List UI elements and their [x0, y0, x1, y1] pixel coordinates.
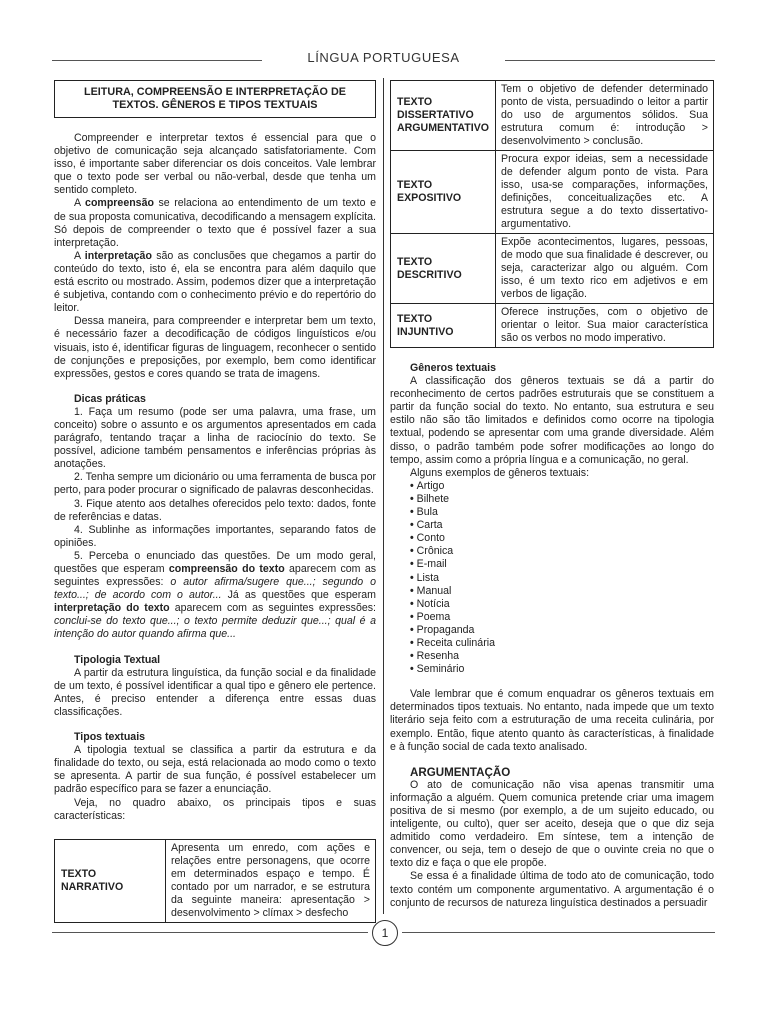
heading-tipologia-textual: Tipologia Textual: [74, 653, 161, 666]
table-row: [391, 81, 714, 151]
table-value: Apresenta um enredo, com ações e relações entre personagens, que ocorre em determinados espaço e tempo. É contado por um narrador, e se estrutura da seguinte maneira: apresentação > desenvolvimento > clímax > desfecho: [166, 839, 376, 922]
table-value: Procura expor ideias, sem a necessidade de defender algum ponto de vista. Para isso, usa-se comparações, informações, definições, conceitualizações etc. A estrutura segue a do texto dissertativo-argumentativo.: [496, 151, 714, 234]
paragraph: Alguns exemplos de gêneros textuais:: [410, 466, 590, 479]
footer-rule-right: [402, 932, 715, 933]
list-item: • Crônica: [410, 545, 714, 558]
list-item: • Notícia: [410, 598, 714, 611]
paragraph: Vale lembrar que é comum enquadrar os gêneros textuais em determinados tipos textuais. No entanto, nada impede que um texto literário seja feito com a estruturação de uma receita culinária, por exemplo. Então, fique atento quanto às características, à finalidade e à função social de cada texto analisado.: [390, 688, 714, 753]
table-key: TEXTO DISSERTATIVO ARGUMENTATIVO: [391, 81, 496, 151]
list-item: • Bula: [410, 506, 714, 519]
list-item: • Poema: [410, 611, 714, 624]
right-column: [390, 80, 714, 910]
list-item: • Seminário: [410, 663, 714, 676]
list-item: • Artigo: [410, 480, 714, 493]
table-row: [55, 839, 376, 922]
page-header: [0, 50, 768, 70]
table-row: [391, 234, 714, 304]
list-item: • E-mail: [410, 558, 714, 571]
tip-item: 2. Tenha sempre um dicionário ou uma ferramenta de busca por perto, para poder procurar o significado de palavras desconhecidas.: [54, 471, 376, 497]
paragraph: A compreensão se relaciona ao entendimento de um texto e de sua proposta comunicativa, decodificando a mensagem explícita. Só depois de compreender o texto que é possível fazer a sua interpretação.: [54, 197, 376, 249]
table-key: TEXTO NARRATIVO: [55, 839, 166, 922]
table-value: Tem o objetivo de defender determinado ponto de vista, persuadindo o leitor a partir do uso de argumentos sólidos. Sua estrutura comum é: introdução > desenvolvimento > conclusão.: [496, 81, 714, 151]
paragraph: Dessa maneira, para compreender e interpretar bem um texto, é necessário fazer a decodificação de códigos linguísticos e/ou visuais, isto é, identificar figuras de linguagem, reconhecer o sentido de conjunções e preposições, por exemplo, bem como identificar expressões, gestos e cores quando se trata de imagens.: [54, 315, 376, 380]
tip-item: 3. Fique atento aos detalhes oferecidos pelo texto: dados, fonte de referências e datas.: [54, 497, 376, 523]
paragraph: A partir da estrutura linguística, da função social e da finalidade de um texto, é possível identificar a qual tipo e gênero ele pertence. Antes, é preciso entender a diferença entre essas duas classificações.: [54, 666, 376, 718]
table-row: [391, 151, 714, 234]
table-value: Expõe acontecimentos, lugares, pessoas, de modo que sua finalidade é descrever, ou seja, caracterizar algo ou alguém. Com isso, é um texto rico em adjetivos e em verbos de ligação.: [496, 234, 714, 304]
section-title-box: LEITURA, COMPREENSÃO E INTERPRETAÇÃO DE TEXTOS. GÊNEROS E TIPOS TEXTUAIS: [54, 80, 376, 118]
table-key: TEXTO DESCRITIVO: [391, 234, 496, 304]
paragraph: Veja, no quadro abaixo, os principais tipos e suas características:: [54, 796, 376, 822]
table-row: [391, 304, 714, 348]
list-item: • Carta: [410, 519, 714, 532]
text-types-table: [390, 80, 714, 348]
header-rule-right: [505, 60, 715, 61]
tip-item: 4. Sublinhe as informações importantes, separando fatos de opiniões.: [54, 523, 376, 549]
list-item: • Lista: [410, 572, 714, 585]
column-divider: [383, 78, 384, 914]
heading-tipos-textuais: Tipos textuais: [74, 731, 146, 744]
table-key: TEXTO INJUNTIVO: [391, 304, 496, 348]
heading-argumentacao: ARGUMENTAÇÃO: [410, 765, 511, 779]
footer-rule-left: [52, 932, 368, 933]
list-item: • Manual: [410, 585, 714, 598]
paragraph: O ato de comunicação não visa apenas transmitir uma informação a alguém. Quem comunica pretende criar uma imagem positiva de si mesmo (por exemplo, a de um sujeito educado, ou inteligente, ou culto), quer ser aceito, deseja que o que diz seja admitido como verdadeiro. Em síntese, tem a intenção de convencer, ou seja, tem o desejo de que o ouvinte creia no que o texto diz e faça o que ele propõe.: [390, 778, 714, 870]
list-item: • Receita culinária: [410, 637, 714, 650]
list-item: • Resenha: [410, 650, 714, 663]
heading-generos-textuais: Gêneros textuais: [410, 362, 496, 374]
paragraph: Se essa é a finalidade última de todo ato de comunicação, todo texto contém um componente argumentativo. A argumentação é o conjunto de recursos de natureza linguística destinados a persuadir: [390, 870, 714, 909]
heading-dicas-praticas: Dicas práticas: [74, 392, 146, 405]
table-narrativo: [54, 839, 376, 923]
table-key: TEXTO EXPOSITIVO: [391, 151, 496, 234]
list-item: • Bilhete: [410, 493, 714, 506]
paragraph: A classificação dos gêneros textuais se dá a partir do reconhecimento de certos padrões estruturais que se constituem a partir da função social do texto. No entanto, sua estrutura e seu estilo não são tão limitados e definidos como ocorre na tipologia textual, podendo se apresentar com uma grande diversidade. Além disso, o padrão também pode sofrer modificações ao longo do tempo, assim como a própria língua e a comunicação, no geral.: [390, 375, 714, 466]
paragraph: A interpretação são as conclusões que chegamos a partir do conteúdo do texto, isto é, ela se encontra para além daquilo que está escrito ou mostrado. Assim, podemos dizer que a interpretação é subjetiva, contando com o conhecimento prévio e do repertório do leitor.: [54, 249, 376, 315]
tip-item: 5. Perceba o enunciado das questões. De um modo geral, questões que esperam compreensão do texto aparecem com as seguintes expressões: o autor afirma/sugere que...; segundo o texto...; de acordo com o autor... Já as questões que esperam interpretação do texto aparecem com as seguintes expressões: conclui-se do texto que...; o texto permite deduzir que...; qual é a intenção do autor quando afirma que...: [54, 549, 377, 641]
list-item: • Propaganda: [410, 624, 714, 637]
genre-list: [390, 480, 714, 676]
table-value: Oferece instruções, com o objetivo de orientar o leitor. Sua maior característica são os verbos no modo imperativo.: [496, 304, 714, 348]
left-column: [54, 80, 376, 923]
page-subject-title: LÍNGUA PORTUGUESA: [307, 50, 460, 65]
paragraph: Compreender e interpretar textos é essencial para que o objetivo de comunicação seja alcançado satisfatoriamente. Com isso, é importante saber diferenciar os dois conceitos. Vale lembrar que o texto pode ser verbal ou não-verbal, desde que tenha um sentido completo.: [54, 132, 376, 197]
tip-item: 1. Faça um resumo (pode ser uma palavra, uma frase, um conceito) sobre o assunto e os argumentos apresentados em cada parágrafo, tentando traçar a linha de raciocínio do texto. Se possível, adicione também pensamentos e inferências próprias às anotações.: [54, 405, 376, 471]
list-item: • Conto: [410, 532, 714, 545]
header-rule-left: [52, 60, 262, 61]
page-number: 1: [372, 920, 398, 946]
paragraph: A tipologia textual se classifica a partir da estrutura e da finalidade do texto, ou seja, está relacionada ao modo como o texto se apresenta. A partir de sua função, é possível estabelecer um padrão específico para se fazer a enunciação.: [54, 744, 376, 796]
